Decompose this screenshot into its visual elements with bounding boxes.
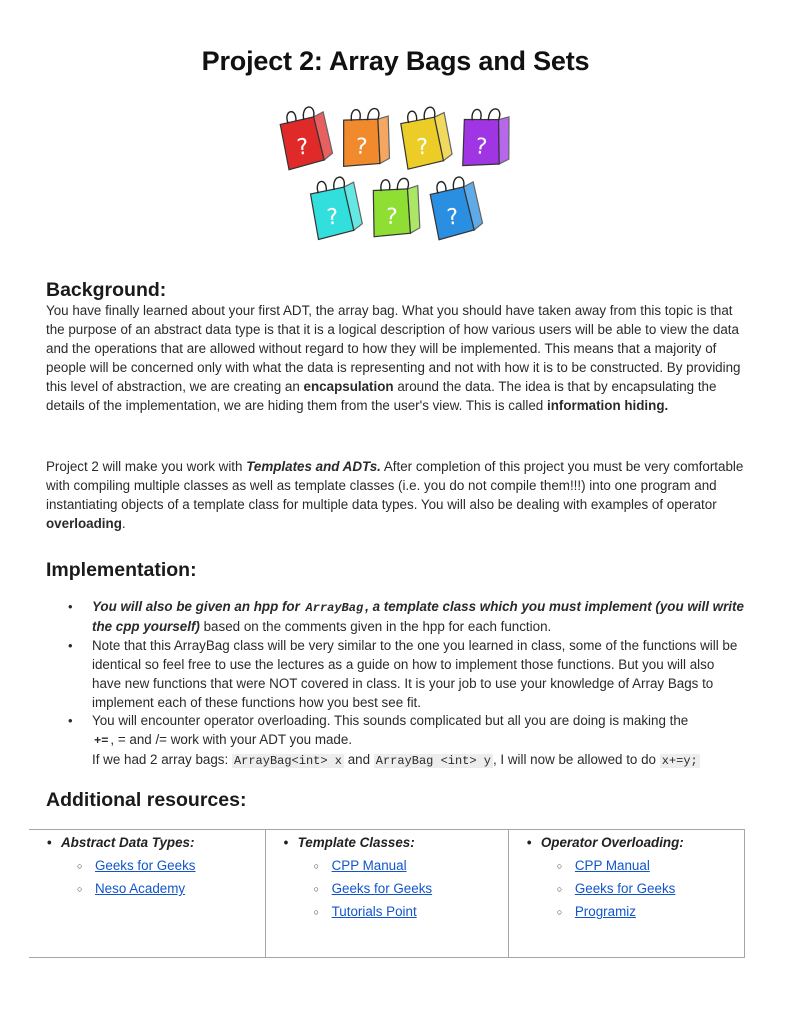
list-item bbox=[272, 854, 502, 877]
hpp-text: You will also be given an hpp for bbox=[92, 599, 304, 614]
list-item bbox=[515, 877, 738, 900]
x-plus-equals-y-code: x+=y; bbox=[661, 754, 698, 769]
link-neso-academy[interactable]: Neso Academy bbox=[95, 881, 186, 896]
shopping-bag-icon bbox=[459, 105, 515, 171]
overloading-text: You will encounter operator overloading. This sounds complicated but all you are doing is making the bbox=[92, 713, 689, 729]
template-class-text: , a template class which you must implement (you will write the cpp yourself) bbox=[92, 599, 744, 634]
shopping-bag-icon bbox=[429, 175, 484, 240]
arraybag-y-code: ArrayBag <int> y bbox=[375, 754, 491, 769]
link-geeks-for-geeks[interactable]: Geeks for Geeks bbox=[331, 881, 433, 896]
list-item bbox=[515, 900, 738, 923]
resources-column bbox=[29, 830, 265, 958]
templates-adts-term: Templates and ADTs. bbox=[246, 459, 381, 474]
resources-heading: Additional resources: bbox=[46, 789, 247, 811]
information-hiding-term: information hiding. bbox=[546, 397, 669, 413]
shopping-bag-icon bbox=[309, 176, 363, 240]
project-paragraph bbox=[46, 458, 746, 534]
question-mark-icon: ? bbox=[354, 134, 369, 161]
column-title: • Template Classes: bbox=[272, 833, 502, 853]
question-mark-icon: ? bbox=[295, 134, 310, 161]
resources-column bbox=[265, 830, 508, 958]
background-text-1: You have finally learned about your first ADT, the array bag. What you should have taken away from this topic is that the purpose of an abstract data type is that it is a logical description of how various users will be able to view the data and the operations that are allowed without regard to how they will be implemented. This means that a majority of people will be concerned only with what the data is representing and not with how it is to be constructed. By providing this level of abstraction, we are creating an bbox=[46, 303, 741, 394]
encapsulation-term: encapsulation bbox=[303, 378, 394, 394]
implementation-heading: Implementation: bbox=[46, 559, 197, 581]
arraybag-note-text: Note that this ArrayBag class will be very similar to the one you learned in class, some of the functions will be identical so feel free to use the lectures as a guide on how to implement those functions. But you will also have new functions that were NOT covered in class. It is your job to use your knowledge of Array Bags to implement each of these functions how you best see fit. bbox=[92, 637, 738, 710]
project-text-end: . bbox=[121, 515, 126, 531]
project-text-2: After completion of this project you must be very comfortable with compiling multiple classes as well as template classes (i.e. you do not compile them!!!) into one program and instantiating objects of a template class for multiple data types. You will also be dealing with examples of operator bbox=[46, 459, 744, 512]
link-geeks-for-geeks[interactable]: Geeks for Geeks bbox=[574, 881, 676, 896]
example-text: If we had 2 array bags: bbox=[92, 752, 232, 768]
resources-column bbox=[508, 830, 744, 958]
shopping-bag-icon bbox=[279, 105, 334, 170]
plus-equals-code: += bbox=[94, 734, 109, 749]
link-cpp-manual[interactable]: CPP Manual bbox=[331, 858, 407, 873]
question-mark-icon: ? bbox=[325, 204, 340, 231]
link-programiz[interactable]: Programiz bbox=[574, 904, 636, 919]
list-item bbox=[272, 900, 502, 923]
allowed-text: , I will now be allowed to do bbox=[492, 752, 660, 768]
column-title: • Abstract Data Types: bbox=[35, 833, 259, 853]
and-text: and bbox=[343, 752, 374, 768]
list-item bbox=[515, 854, 738, 877]
question-mark-icon: ? bbox=[445, 204, 460, 231]
link-list bbox=[515, 854, 738, 923]
hpp-comments-text: based on the comments given in the hpp for each function. bbox=[199, 618, 552, 634]
link-list bbox=[35, 854, 259, 900]
question-mark-icon: ? bbox=[473, 134, 489, 161]
background-heading: Background: bbox=[46, 279, 167, 301]
project-text-1: Project 2 will make you work with bbox=[46, 459, 247, 474]
link-tutorials-point[interactable]: Tutorials Point bbox=[331, 904, 417, 919]
list-item bbox=[46, 598, 746, 637]
implementation-list bbox=[46, 598, 746, 771]
list-item bbox=[35, 877, 259, 900]
column-title: • Operator Overloading: bbox=[515, 833, 738, 853]
link-list bbox=[272, 854, 502, 923]
overloading-term: overloading bbox=[46, 515, 122, 531]
question-mark-icon: ? bbox=[384, 204, 399, 231]
resources-table bbox=[29, 829, 745, 958]
list-item bbox=[272, 877, 502, 900]
arraybag-code: ArrayBag bbox=[305, 601, 364, 615]
list-item bbox=[46, 637, 746, 713]
link-cpp-manual[interactable]: CPP Manual bbox=[574, 858, 650, 873]
background-text-2: around the data. The idea is that by encapsulating the details of the implementation, we are hiding them from the user's view. This is called bbox=[46, 378, 717, 413]
shopping-bag-icon bbox=[400, 106, 453, 170]
operators-text: , = and /= work with your ADT you made. bbox=[110, 732, 353, 748]
arraybag-x-code: ArrayBag<int> x bbox=[233, 754, 342, 769]
list-item bbox=[46, 712, 746, 771]
shopping-bag-icon bbox=[340, 106, 394, 170]
background-paragraph bbox=[46, 302, 746, 415]
shopping-bags-illustration bbox=[270, 98, 530, 258]
page-title: Project 2: Array Bags and Sets bbox=[201, 46, 590, 76]
list-item bbox=[35, 854, 259, 877]
link-geeks-for-geeks[interactable]: Geeks for Geeks bbox=[95, 858, 196, 873]
question-mark-icon: ? bbox=[415, 134, 430, 161]
shopping-bag-icon bbox=[370, 176, 423, 240]
